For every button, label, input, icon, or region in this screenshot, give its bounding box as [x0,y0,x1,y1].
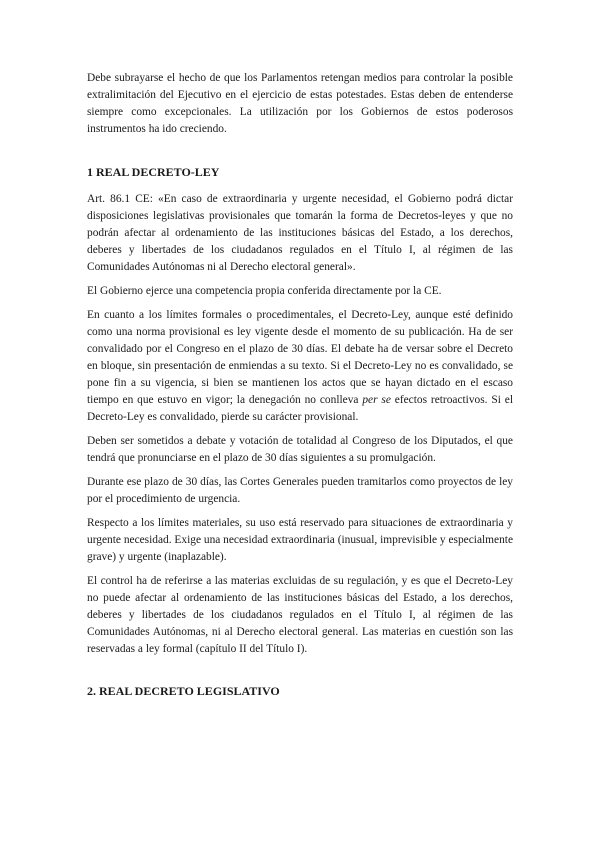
formal-limits-italic: per se [362,394,391,406]
section-1-heading: 1 REAL DECRETO-LEY [87,165,220,179]
intro-paragraph: Debe subrayarse el hecho de que los Parlamentos retengan medios para controlar la posible extralimitación del Ejecutivo en el ejercicio de estas potestades. Estas deben de entenderse siempre como excepcionales. La utilización por los Gobiernos de estos poderosos instrumentos ha ido creciendo. [87,72,513,135]
article-quote-paragraph: Art. 86.1 CE: «En caso de extraordinaria y urgente necesidad, el Gobierno podrá dictar disposiciones legislativas provisionales que tomarán la forma de Decretos-leyes y que no podrán afectar al ordenamiento de las instituciones básicas del Estado, a los derechos, deberes y libertades de los ciudadanos regulados en el Título I, al régimen de las Comunidades Autónomas ni al Derecho electoral general». [87,193,513,273]
competence-paragraph: El Gobierno ejerce una competencia propia conferida directamente por la CE. [87,285,442,297]
control-paragraph: El control ha de referirse a las materias excluidas de su regulación, y es que el Decreto-Ley no puede afectar al ordenamiento de las instituciones básicas del Estado, a los derechos, deberes y libertades de los ciudadanos regulados en el Título I, al régimen de las Comunidades Autónomas, ni al Derecho electoral general. Las materias en cuestión son las reservadas a ley formal (capítulo II del Título I). [87,575,513,655]
formal-limits-paragraph [87,307,513,426]
debate-paragraph: Deben ser sometidos a debate y votación de totalidad al Congreso de los Diputados, el que tendrá que pronunciarse en el plazo de 30 días siguientes a su promulgación. [87,435,513,464]
urgency-paragraph: Durante ese plazo de 30 días, las Cortes Generales pueden tramitarlos como proyectos de ley por el procedimiento de urgencia. [87,476,513,505]
formal-limits-text-b: efectos retroactivos. Si el Decreto-Ley es convalidado, pierde su carácter provisional. [87,394,513,423]
document-page [87,70,513,700]
material-limits-paragraph: Respecto a los límites materiales, su uso está reservado para situaciones de extraordinaria y urgente necesidad. Exige una necesidad extraordinaria (inusual, imprevisible y especialmente grave) y urgente (inaplazable). [87,517,513,563]
section-2-heading: 2. REAL DECRETO LEGISLATIVO [87,684,280,698]
formal-limits-text-a: En cuanto a los límites formales o procedimentales, el Decreto-Ley, aunque esté definido como una norma provisional es ley vigente desde el momento de su publicación. Ha de ser convalidado por el Congreso en el plazo de 30 días. El debate ha de versar sobre el Decreto en bloque, sin presentación de enmiendas a su texto. Si el Decreto-Ley no es convalidado, se pone fin a su vigencia, si bien se mantienen los actos que se hayan dictado en el escaso tiempo en que estuvo en vigor; la denegación no conlleva [87,309,513,406]
